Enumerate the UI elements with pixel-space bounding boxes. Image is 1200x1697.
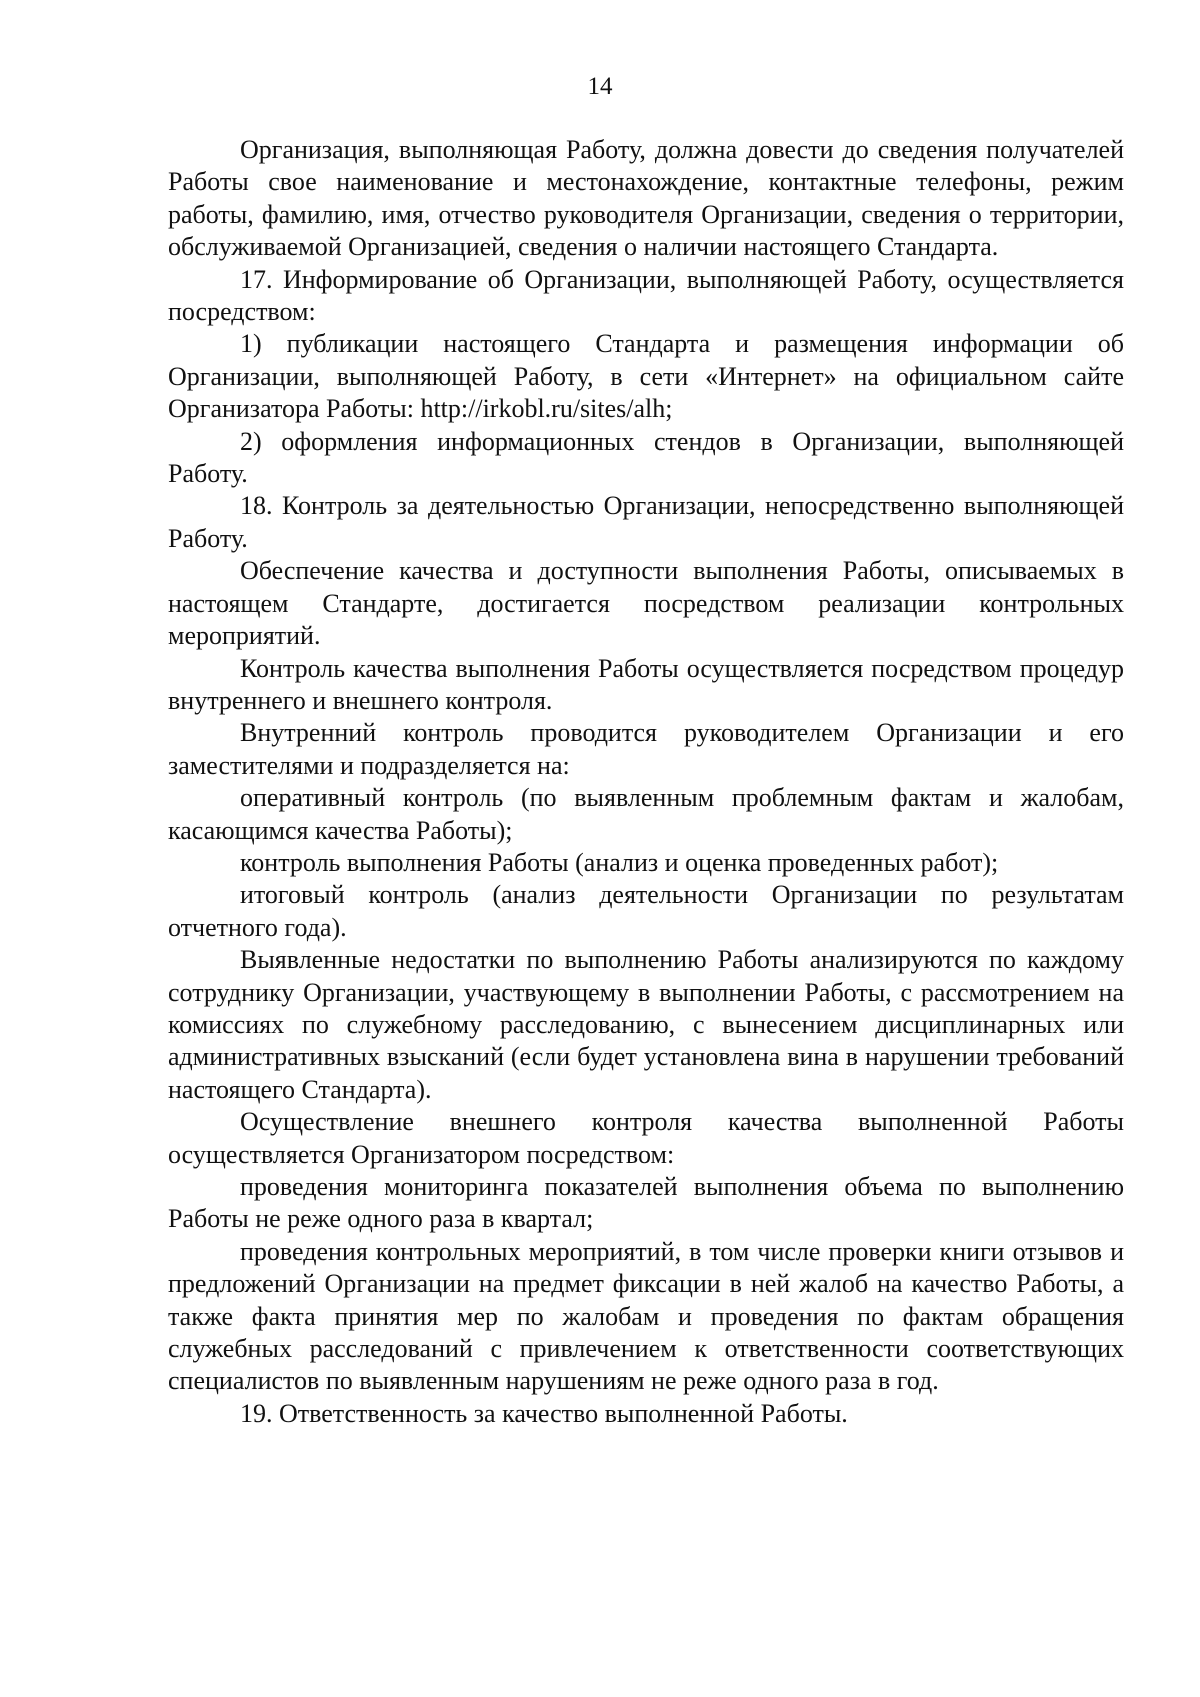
- paragraph-external-control: Осуществление внешнего контроля качества выполненной Работы осуществляется Организатором посредством:: [168, 1107, 1124, 1169]
- paragraph-17-item-2: 2) оформления информационных стендов в Организации, выполняющей Работу.: [168, 426, 1124, 489]
- paragraph-17-item-1: 1) публикации настоящего Стандарта и размещения информации об Организации, выполняющей Работу, в сети «Интернет» на официальном сайте Организатора Работы: http://irkobl.ru/sites/alh;: [168, 329, 1124, 424]
- paragraph-internal-control: Внутренний контроль проводится руководителем Организации и его заместителями и подразделяется на:: [168, 718, 1124, 780]
- paragraph-17-informing: 17. Информирование об Организации, выполняющей Работу, осуществляется посредством:: [168, 264, 1124, 327]
- paragraph-organization-info: Организация, выполняющая Работу, должна довести до сведения получателей Работы свое наименование и местонахождение, контактные телефоны, режим работы, фамилию, имя, отчество руководителя Организации, сведения о территории, обслуживаемой Организацией, сведения о наличии настоящего Стандарта.: [168, 135, 1124, 262]
- paragraph-execution-control: контроль выполнения Работы (анализ и оценка проведенных работ);: [240, 847, 999, 877]
- paragraph-19-responsibility: 19. Ответственность за качество выполненной Работы.: [240, 1398, 848, 1428]
- paragraph-control-measures: проведения контрольных мероприятий, в том числе проверки книги отзывов и предложений Организации на предмет фиксации в ней жалоб на качество Работы, а также факта принятия мер по жалобам и проведения по фактам обращения служебных расследований с привлечением к ответственности соответствующих специалистов по выявленным нарушениям не реже одного раза в год.: [168, 1236, 1124, 1396]
- paragraph-final-control: итоговый контроль (анализ деятельности Организации по результатам отчетного года).: [168, 880, 1124, 942]
- paragraph-deficiencies: Выявленные недостатки по выполнению Работы анализируются по каждому сотруднику Организации, участвующему в выполнении Работы, с рассмотрением на комиссиях по служебному расследованию, с вынесением дисциплинарных или административных взысканий (если будет установлена вина в нарушении требований настоящего Стандарта).: [168, 945, 1124, 1104]
- paragraph-operational-control: оперативный контроль (по выявленным проблемным фактам и жалобам, касающимся качества Работы);: [168, 783, 1124, 845]
- page-number: 14: [587, 73, 613, 100]
- paragraph-quality-assurance: Обеспечение качества и доступности выполнения Работы, описываемых в настоящем Стандарте, достигается посредством реализации контрольных мероприятий.: [168, 556, 1124, 651]
- document-body: [168, 134, 1124, 1430]
- paragraph-monitoring: проведения мониторинга показателей выполнения объема по выполнению Работы не реже одного раза в квартал;: [168, 1172, 1124, 1234]
- paragraph-18-control: 18. Контроль за деятельностью Организации, непосредственно выполняющей Работу.: [168, 491, 1124, 553]
- paragraph-control-procedures: Контроль качества выполнения Работы осуществляется посредством процедур внутреннего и внешнего контроля.: [168, 653, 1124, 715]
